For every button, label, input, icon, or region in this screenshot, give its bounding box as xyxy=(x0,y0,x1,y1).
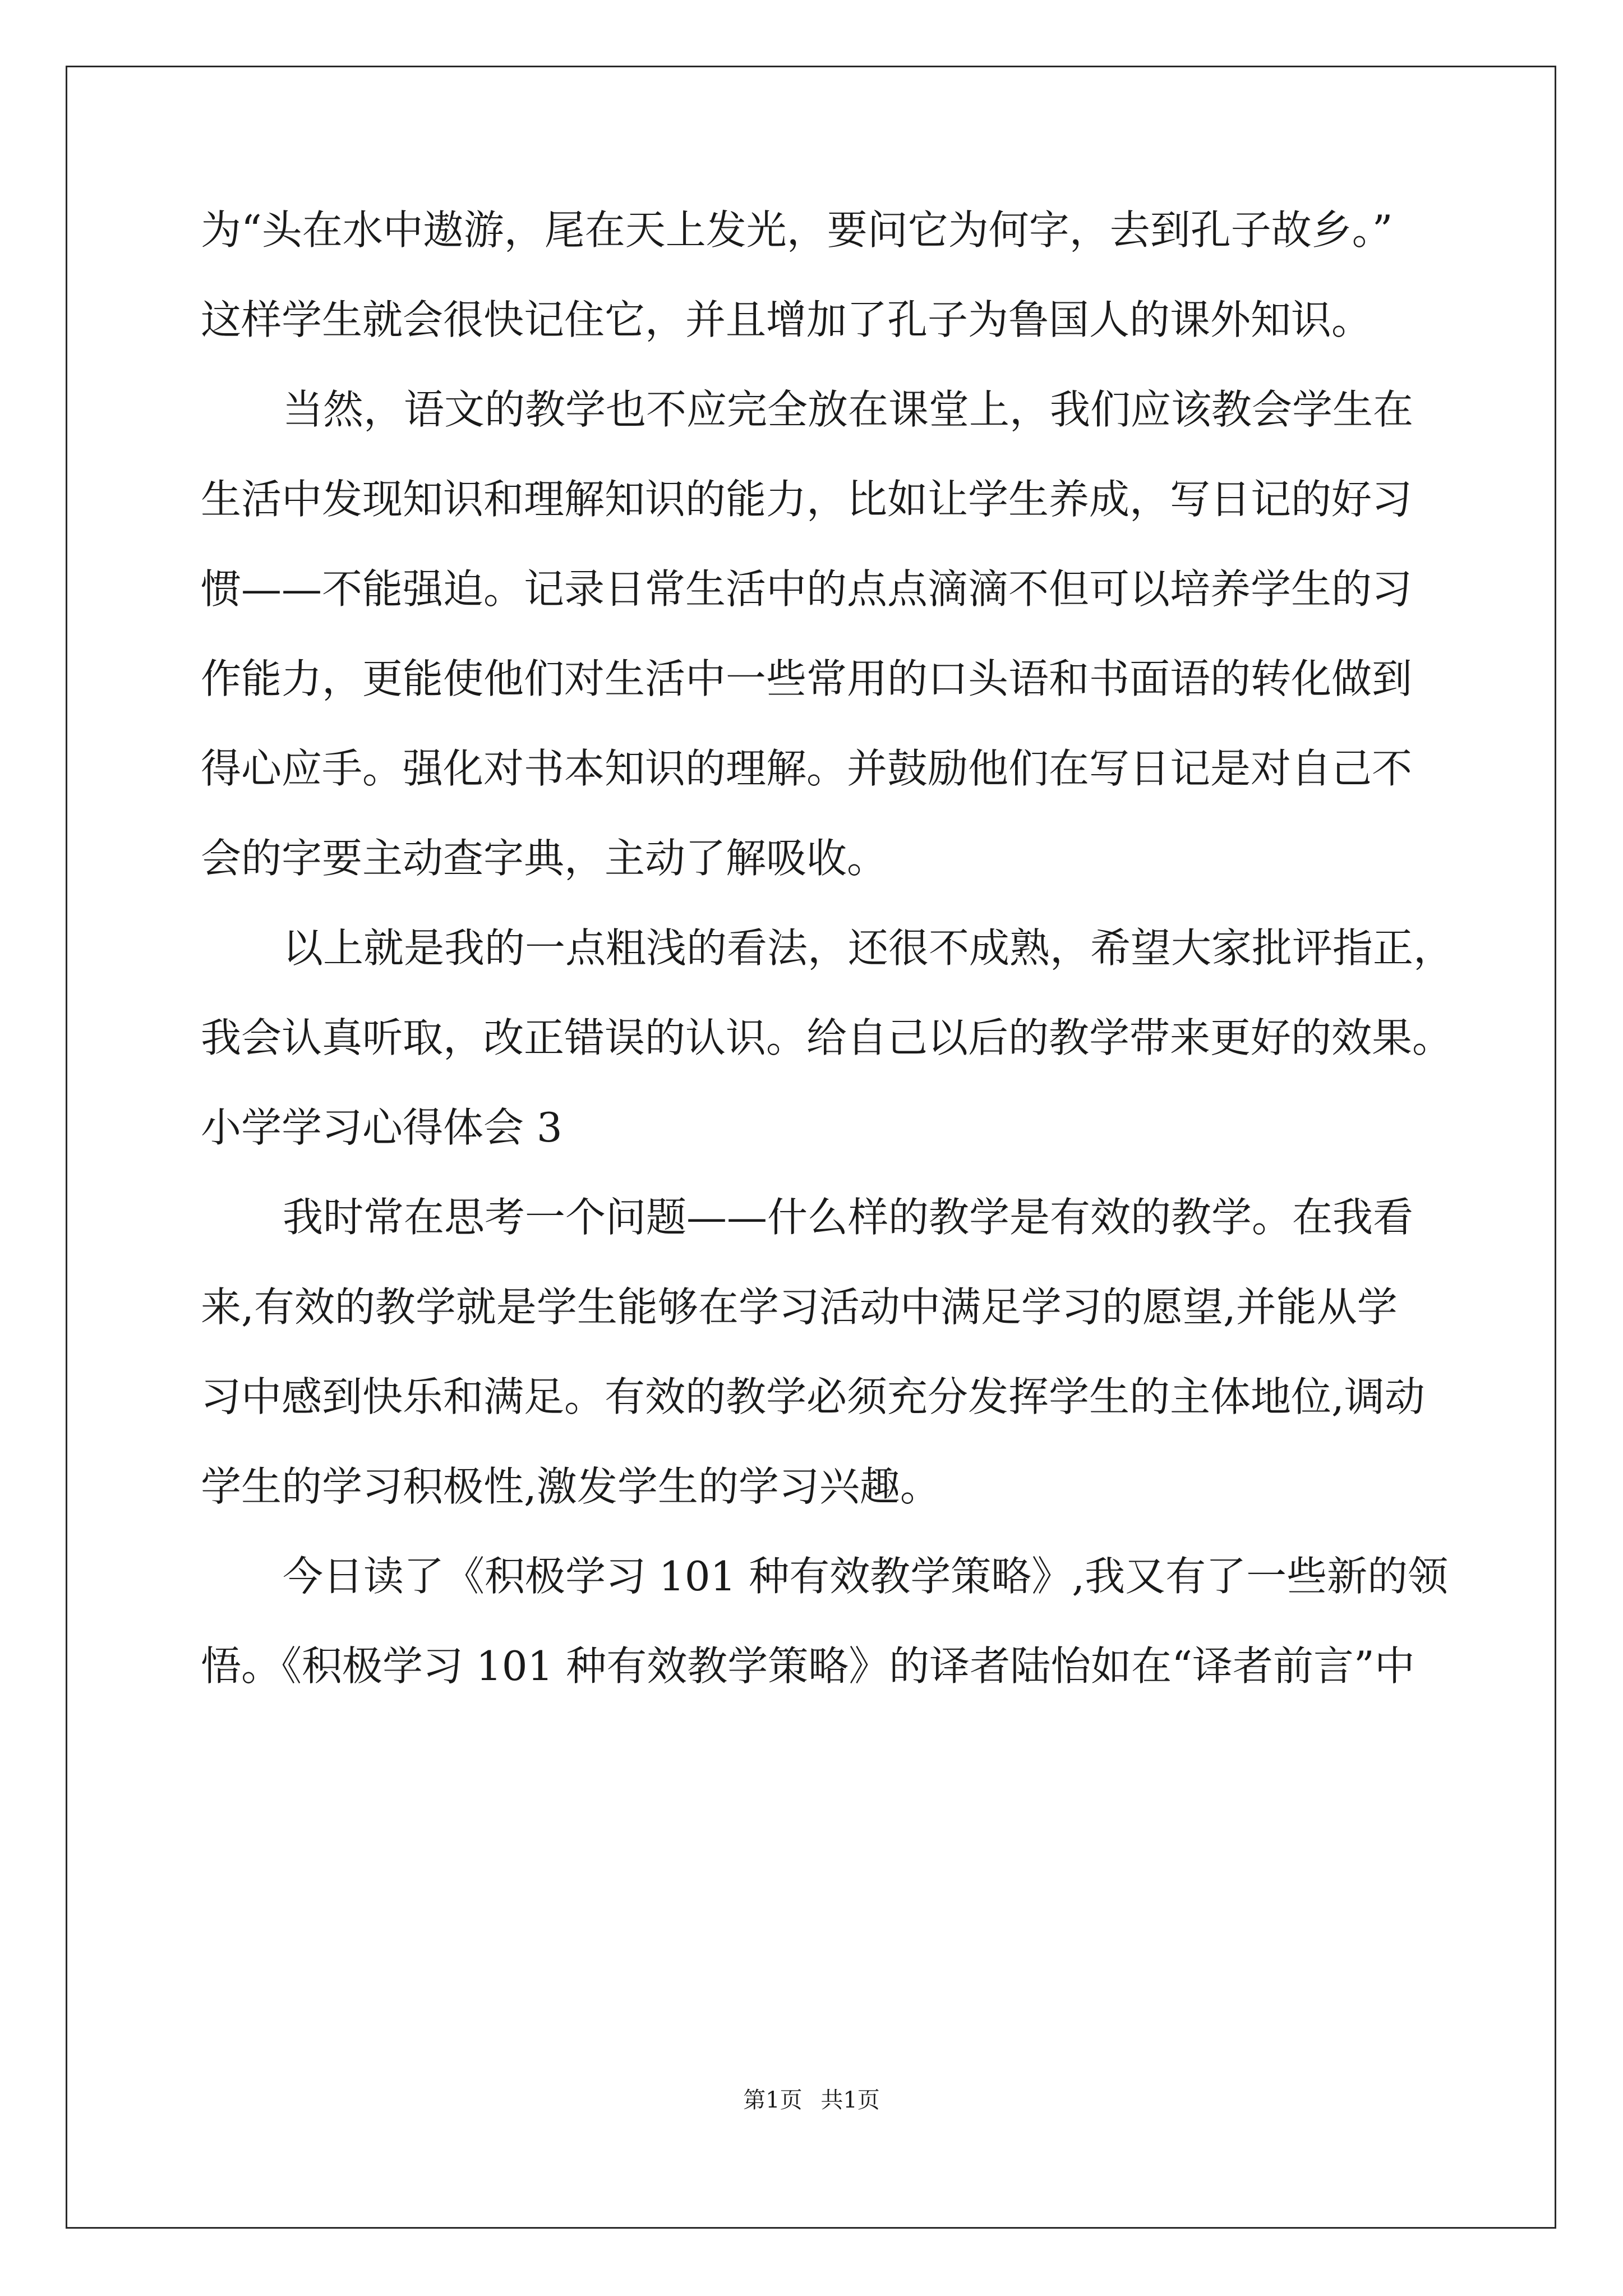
page-number-current: 第1页 xyxy=(743,2087,803,2113)
section-heading: 小学学习心得体会 3 xyxy=(201,1104,562,1151)
text-line: 这样学生就会很快记住它，并且增加了孔子为鲁国人的课外知识。 xyxy=(201,296,1372,343)
text-line: 学生的学习积极性,激发学生的学习兴趣。 xyxy=(201,1463,940,1510)
paragraph-first-line: 我时常在思考一个问题——什么样的教学是有效的教学。在我看 xyxy=(283,1194,1414,1241)
text-line: 作能力，更能使他们对生活中一些常用的口头语和书面语的转化做到 xyxy=(201,655,1413,702)
text-line: 悟。《积极学习 101 种有效教学策略》的译者陆怡如在“译者前言”中 xyxy=(201,1642,1415,1690)
text-line: 生活中发现知识和理解知识的能力，比如让学生养成，写日记的好习 xyxy=(201,476,1413,523)
document-body xyxy=(201,185,1454,1711)
paragraph-first-line: 以上就是我的一点粗浅的看法，还很不成熟，希望大家批评指正， xyxy=(283,924,1454,972)
text-line: 来,有效的教学就是学生能够在学习活动中满足学习的愿望,并能从学 xyxy=(201,1283,1398,1331)
page-footer xyxy=(0,2082,1623,2114)
text-line: 惯——不能强迫。记录日常生活中的点点滴滴不但可以培养学生的习 xyxy=(201,565,1413,613)
paragraph-first-line: 当然，语文的教学也不应完全放在课堂上，我们应该教会学生在 xyxy=(283,386,1414,433)
text-line: 得心应手。强化对书本知识的理解。并鼓励他们在写日记是对自己不 xyxy=(201,745,1413,792)
paragraph-first-line: 今日读了《积极学习 101 种有效教学策略》,我又有了一些新的领 xyxy=(283,1553,1449,1600)
text-line: 习中感到快乐和满足。有效的教学必须充分发挥学生的主体地位,调动 xyxy=(201,1373,1425,1420)
text-line: 我会认真听取，改正错误的认识。给自己以后的教学带来更好的效果。 xyxy=(201,1014,1453,1061)
text-line: 会的字要主动查字典，主动了解吸收。 xyxy=(201,835,888,882)
text-line: 为“头在水中遨游，尾在天上发光，要问它为何字，去到孔子故乡。” xyxy=(201,206,1393,254)
page-number-total: 共1页 xyxy=(820,2087,880,2113)
